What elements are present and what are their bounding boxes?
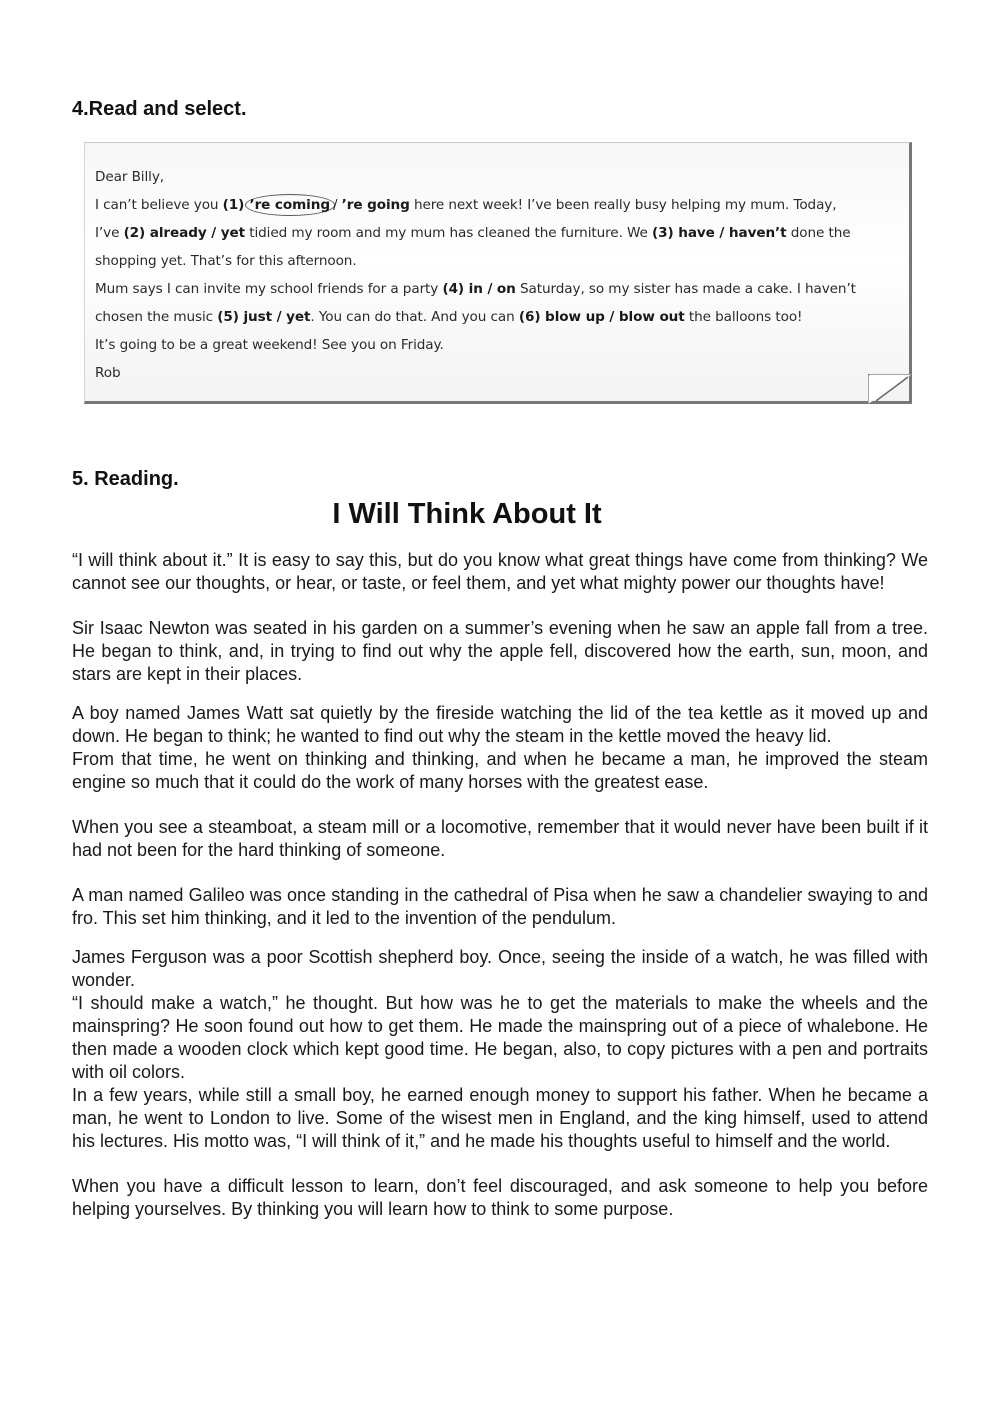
letter-line-6: It’s going to be a great weekend! See you on Friday.: [95, 337, 444, 353]
gap-3-options[interactable]: (3) have / haven’t: [652, 225, 787, 241]
paragraph: Sir Isaac Newton was seated in his garden on a summer’s evening when he saw an apple fall from a tree. He began to think, and, in trying to find out why the apple fell, discovered how the earth, sun, moon, and stars are kept in their places.: [72, 618, 928, 684]
section-5-heading: 5. Reading.: [72, 468, 179, 490]
gap-2-options[interactable]: (2) already / yet: [123, 225, 246, 241]
letter-text: tidied my room and my mum has cleaned the furniture. We: [245, 225, 653, 241]
reading-title: I Will Think About It: [332, 498, 602, 530]
paragraph: A boy named James Watt sat quietly by the fireside watching the lid of the tea kettle as it moved up and down. He began to think; he wanted to find out why the steam in the kettle moved the heavy lid.: [72, 703, 928, 746]
paragraph: From that time, he went on thinking and thinking, and when he became a man, he improved the steam engine so much that it could do the work of many horses with the greatest ease.: [72, 749, 928, 792]
letter-card: [84, 142, 912, 404]
letter-line-1: [95, 197, 881, 225]
letter-text: Saturday, so my sister has made a cake. I haven’t: [515, 281, 856, 297]
option-1b[interactable]: ’re going: [341, 197, 410, 213]
paragraph: When you see a steamboat, a steam mill or a locomotive, remember that it would never have been built if it had not been for the hard thinking of someone.: [72, 817, 928, 860]
paragraph: When you have a difficult lesson to learn, don’t feel discouraged, and ask someone to help you before helping yourselves. By thinking you will learn how to think to some purpose.: [72, 1176, 928, 1219]
paragraph: James Ferguson was a poor Scottish shepherd boy. Once, seeing the inside of a watch, he was filled with wonder.: [72, 947, 928, 990]
option-separator: /: [332, 197, 342, 213]
selected-option-1[interactable]: ’re coming: [245, 194, 335, 216]
letter-text: done the: [786, 225, 851, 241]
paragraph: A man named Galileo was once standing in the cathedral of Pisa when he saw a chandelier swaying to and fro. This set him thinking, and it led to the invention of the pendulum.: [72, 885, 928, 928]
letter-text: chosen the music: [95, 309, 218, 325]
gap-6-options[interactable]: (6) blow up / blow out: [518, 309, 685, 325]
letter-text: . You can do that. And you can: [310, 309, 519, 325]
gap-5-options[interactable]: (5) just / yet: [217, 309, 311, 325]
paragraph: “I will think about it.” It is easy to say this, but do you know what great things have come from thinking? We cannot see our thoughts, or hear, or taste, or feel them, and yet what mighty power our thoughts have!: [72, 550, 928, 593]
letter-line-5: [95, 309, 881, 337]
letter-line-2: [95, 225, 881, 253]
page-fold-icon: [868, 374, 912, 404]
letter-text: the balloons too!: [684, 309, 803, 325]
reading-text: [72, 549, 928, 1221]
gap-4-options[interactable]: (4) in / on: [442, 281, 516, 297]
letter-text: I’ve: [95, 225, 124, 241]
letter-text: Mum says I can invite my school friends for a party: [95, 281, 443, 297]
letter-line-4: [95, 281, 881, 309]
paragraph: In a few years, while still a small boy, he earned enough money to support his father. When he became a man, he went to London to live. Some of the wisest men in England, and the king himself, used to attend his lectures. His motto was, “I will think of it,” and he made his thoughts useful to himself and the world.: [72, 1085, 928, 1151]
letter-text: I can’t believe you: [95, 197, 223, 213]
letter-greeting: Dear Billy,: [95, 169, 164, 185]
section-4-heading: 4.Read and select.: [72, 98, 247, 120]
letter-line-3: shopping yet. That’s for this afternoon.: [95, 253, 357, 269]
gap-number-1: (1): [222, 197, 245, 213]
letter-text: here next week! I’ve been really busy helping my mum. Today,: [409, 197, 837, 213]
letter-signature: Rob: [95, 365, 121, 381]
letter-body: [95, 169, 881, 393]
paragraph: “I should make a watch,” he thought. But how was he to get the materials to make the wheels and the mainspring? He soon found out how to get them. He made the mainspring out of a piece of whalebone. He then made a wooden clock which kept good time. He began, also, to copy pictures with a pen and portraits with oil colors.: [72, 993, 928, 1082]
